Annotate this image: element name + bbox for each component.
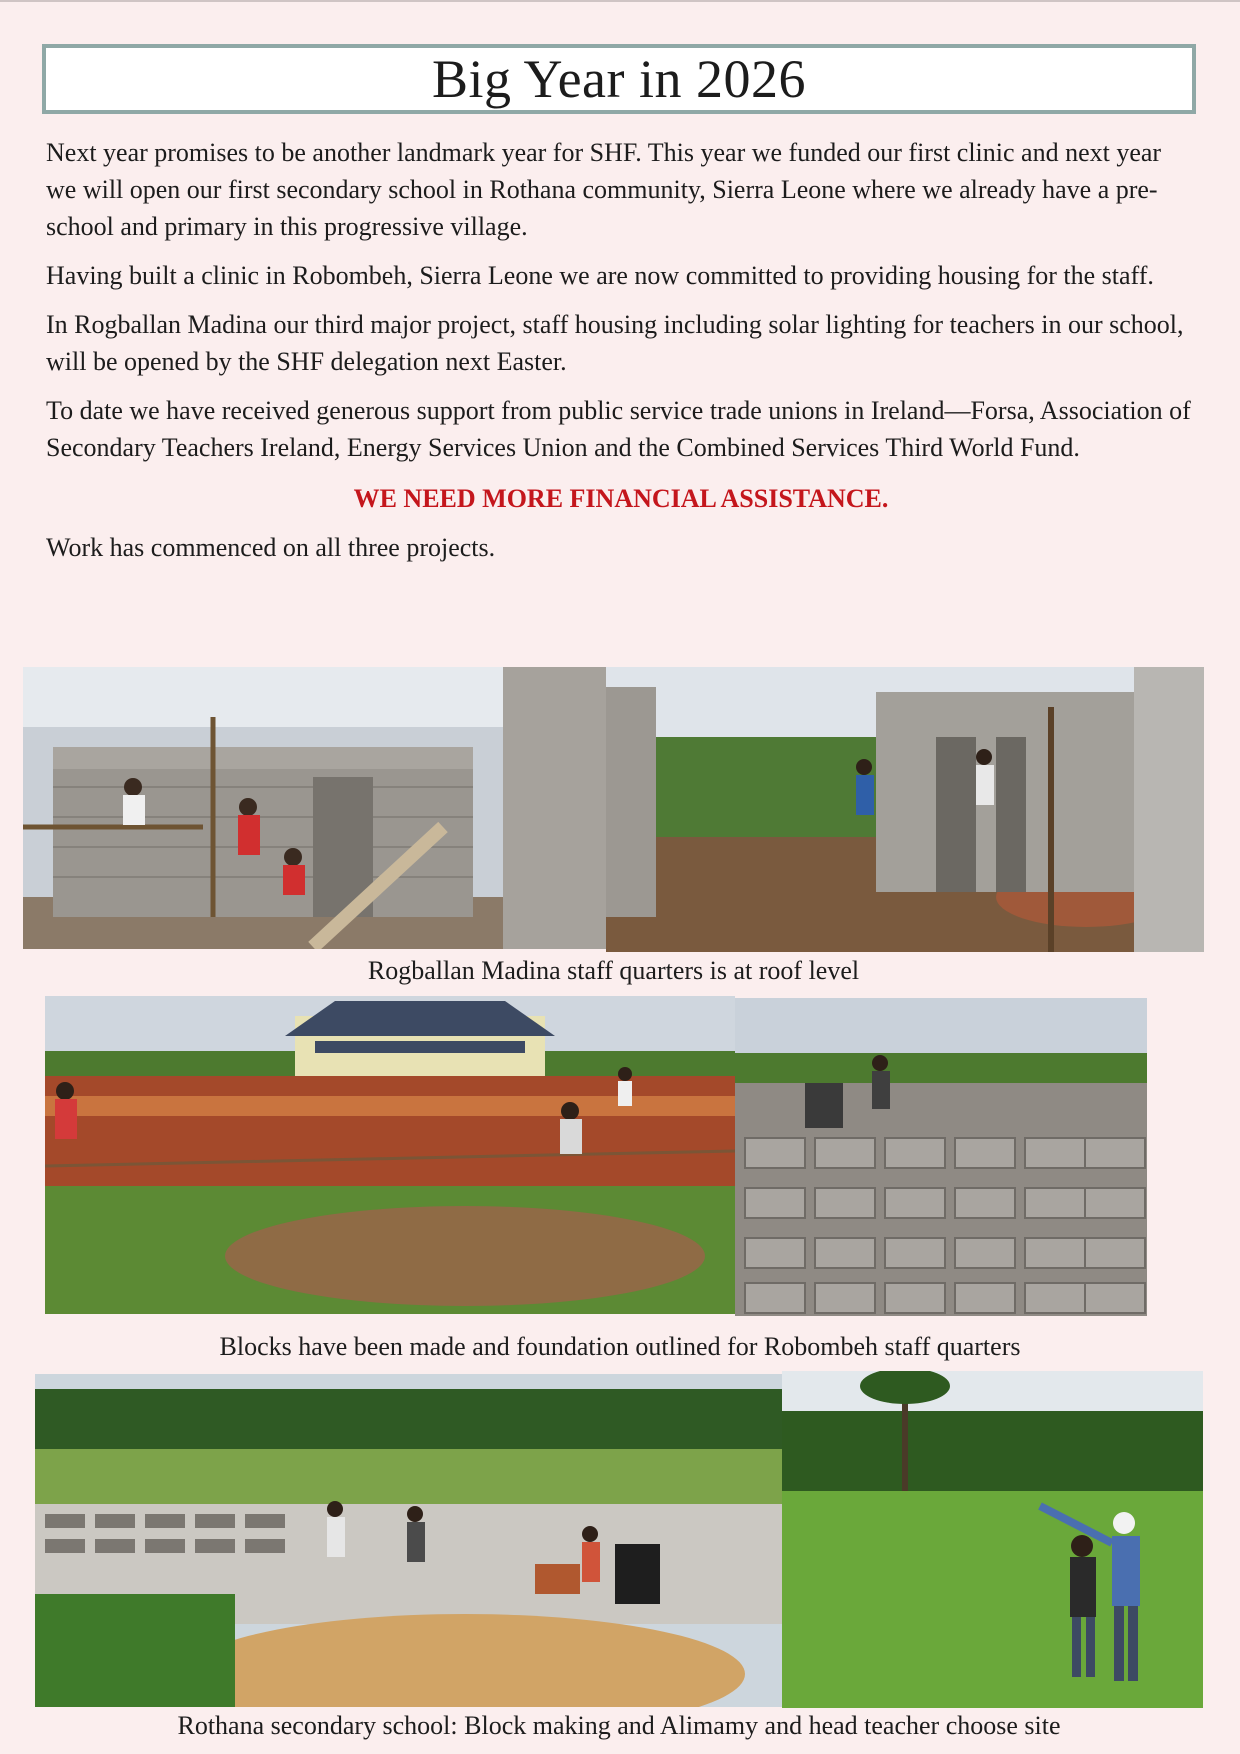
- page-title: Big Year in 2026: [431, 49, 807, 109]
- paragraph-1: Next year promises to be another landmark year for SHF. This year we funded our first clinic and next year we will open our first secondary school in Rothana community, Sierra Leone where we already have a pre-school and primary in this progressive village.: [46, 138, 1162, 241]
- photo-rogballan-interior: [606, 667, 1204, 952]
- caption-robombeh: Blocks have been made and foundation outlined for Robombeh staff quarters: [219, 1332, 1021, 1361]
- paragraph-3: In Rogballan Madina our third major project, staff housing including solar lighting for teachers in our school, will be opened by the SHF delegation next Easter.: [46, 310, 1184, 376]
- title-box: [42, 44, 1196, 114]
- caption-rogballan: Rogballan Madina staff quarters is at roof level: [367, 956, 860, 985]
- paragraph-4: To date we have received generous support from public service trade unions in Ireland—Forsa, Association of Secondary Teachers Ireland, Energy Services Union and the Combined Services Third World Fund.: [46, 396, 1191, 462]
- photo-rothana-block-making: [35, 1374, 782, 1707]
- article-body: [46, 134, 1196, 578]
- caption-rothana: Rothana secondary school: Block making and Alimamy and head teacher choose site: [177, 1711, 1061, 1740]
- closing-line: Work has commenced on all three projects.: [46, 533, 496, 562]
- photo-robombeh-blocks: [735, 998, 1147, 1316]
- photo-rogballan-walls: [23, 667, 606, 949]
- top-rule: [0, 0, 1240, 2]
- financial-appeal: WE NEED MORE FINANCIAL ASSISTANCE.: [353, 484, 889, 513]
- paragraph-2: Having built a clinic in Robombeh, Sierra Leone we are now committed to providing housing for the staff.: [46, 261, 1154, 290]
- photo-rothana-site-selection: [782, 1371, 1203, 1708]
- photo-robombeh-foundation: [45, 996, 735, 1314]
